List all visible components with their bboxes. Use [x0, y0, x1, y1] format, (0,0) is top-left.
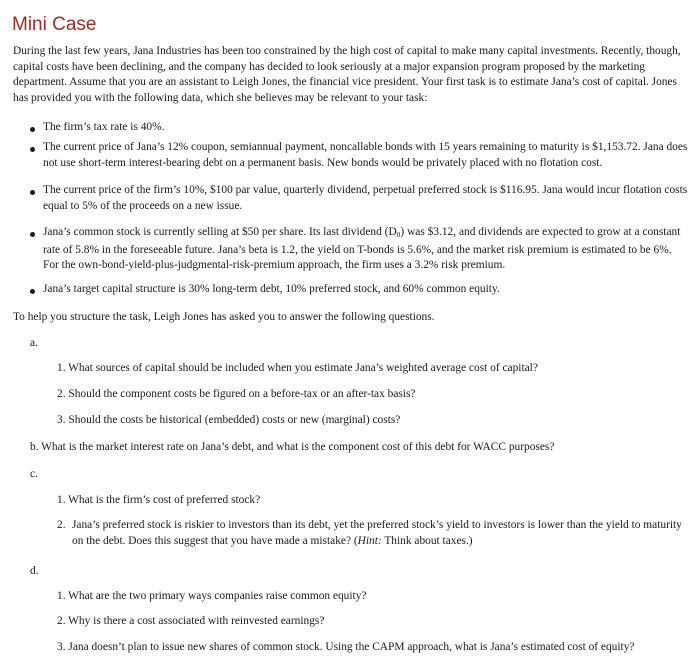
- question-a1: 1. What sources of capital should be included when you estimate Jana’s weighted average cost of capital?: [57, 362, 538, 374]
- question-c1: 1. What is the firm’s cost of preferred stock?: [57, 494, 261, 506]
- bullet-tax-rate: The firm’s tax rate is 40%.: [43, 121, 165, 133]
- common-stock-text-start: Jana’s common stock is currently selling at $50 per share. Its last dividend (D: [43, 226, 397, 238]
- question-d1: 1. What are the two primary ways companies raise common equity?: [57, 590, 367, 602]
- question-d3: 3. Jana doesn’t plan to issue new shares of common stock. Using the CAPM approach, what is Jana’s estimated cost of equity?: [57, 641, 635, 653]
- bullet-capital-structure: Jana’s target capital structure is 30% long-term debt, 10% preferred stock, and 60% common equity.: [43, 283, 500, 295]
- question-c-label: c.: [30, 468, 38, 480]
- questions-lead: To help you structure the task, Leigh Jones has asked you to answer the following questions.: [13, 311, 435, 323]
- bullet-dot-icon: [30, 147, 35, 152]
- common-stock-text-end: ) was $3.12, and dividends are expected to grow at a constant rate of 5.8% in the foreseeable future. Jana’s beta is 1.2, the yield on T-bonds is 5.6%, and the market risk premium is estimated to be 6%. For the own-bond-yield-plus-judgmental-risk-premium approach, the firm uses a 3.2% risk premium.: [43, 226, 681, 271]
- question-c2-number: 2.: [57, 519, 66, 531]
- dividend-subscript: 0: [396, 230, 401, 239]
- question-b: b. What is the market interest rate on Jana’s debt, and what is the component cost of this debt for WACC purposes?: [30, 441, 555, 453]
- bullet-preferred-stock: The current price of the firm’s 10%, $100 par value, quarterly dividend, perpetual preferred stock is $116.95. Jana would incur flotation costs equal to 5% of the proceeds on a new issue.: [43, 184, 688, 212]
- question-a-label: a.: [30, 337, 38, 349]
- question-c2: [72, 518, 690, 549]
- question-c2-hint: Hint:: [357, 534, 382, 547]
- question-a3: 3. Should the costs be historical (embedded) costs or new (marginal) costs?: [57, 414, 401, 426]
- question-a2: 2. Should the component costs be figured on a before-tax or an after-tax basis?: [57, 388, 416, 400]
- bullet-dot-icon: [30, 127, 35, 132]
- question-d2: 2. Why is there a cost associated with reinvested earnings?: [57, 615, 325, 627]
- question-c2-text: Jana’s preferred stock is riskier to investors than its debt, yet the preferred stock’s yield to investors is lower than the yield to maturity on the debt. Does this suggest that you have made a mistake? (: [72, 519, 682, 547]
- bullet-dot-icon: [30, 232, 35, 237]
- bullet-common-stock: [43, 225, 689, 274]
- intro-paragraph: During the last few years, Jana Industries has been too constrained by the high cost of capital to make many capital investments. Recently, though, capital costs have been declining, and the company has decided to look seriously at a major expansion program proposed by the marketing department. Assume that you are an assistant to Leigh Jones, the financial vice president. Your first task is to estimate Jana’s cost of capital. Jones has provided you with the following data, which she believes may be relevant to your task:: [13, 45, 681, 104]
- page-title: Mini Case: [12, 14, 97, 35]
- bullet-bonds: The current price of Jana’s 12% coupon, semiannual payment, noncallable bonds with 15 years remaining to maturity is $1,153.72. Jana does not use short-term interest-bearing debt on a permanent basis. New bonds would be privately placed with no flotation cost.: [43, 141, 688, 169]
- bullet-dot-icon: [30, 190, 35, 195]
- question-d-label: d.: [30, 565, 39, 577]
- bullet-dot-icon: [30, 289, 35, 294]
- question-c2-hint-text: Think about taxes.): [381, 534, 473, 547]
